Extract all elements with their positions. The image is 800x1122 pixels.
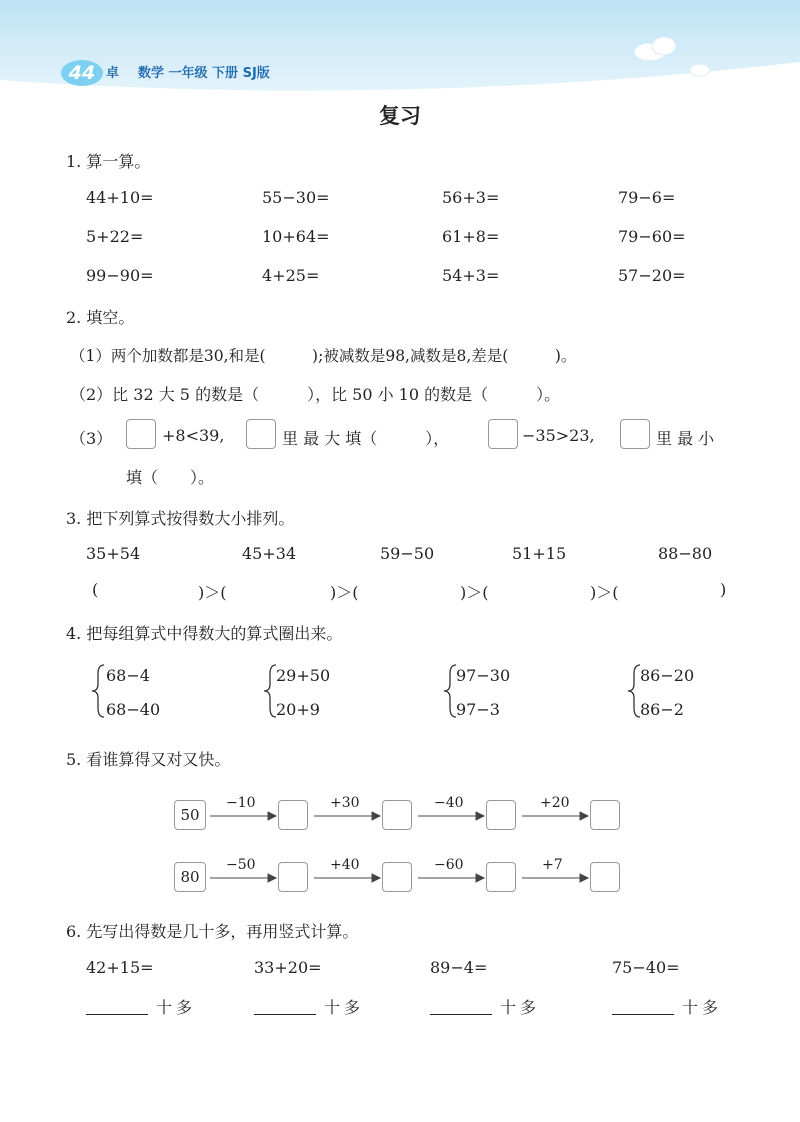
answer-blank[interactable] bbox=[86, 1014, 148, 1015]
brand-logo: 卓 bbox=[106, 66, 120, 81]
q1-item: 44+10= bbox=[86, 188, 154, 207]
q4-expr[interactable]: 97−3 bbox=[456, 700, 500, 719]
answer-blank[interactable] bbox=[430, 1014, 492, 1015]
q1-heading: 1. 算一算。 bbox=[66, 152, 151, 171]
answer-box[interactable] bbox=[590, 862, 620, 892]
q6-suffix: 十多 bbox=[324, 998, 365, 1017]
answer-box[interactable] bbox=[278, 800, 308, 830]
q2-line-3-b: 里 最 大 填（ ）， bbox=[282, 429, 450, 448]
q1-item: 61+8= bbox=[442, 227, 500, 246]
brace-icon bbox=[92, 665, 104, 717]
chain-op: +20 bbox=[540, 795, 570, 811]
q2-line-3-a: +8<39, bbox=[162, 426, 225, 445]
answer-box[interactable] bbox=[488, 419, 518, 449]
q6-item: 75−40= bbox=[612, 958, 680, 977]
page-number: 44 bbox=[68, 62, 96, 84]
answer-box[interactable] bbox=[382, 800, 412, 830]
answer-box[interactable] bbox=[620, 419, 650, 449]
q1-item: 4+25= bbox=[262, 266, 320, 285]
q1-item: 54+3= bbox=[442, 266, 500, 285]
chain-op: −40 bbox=[434, 795, 464, 811]
brace-icon bbox=[628, 665, 640, 717]
answer-box[interactable] bbox=[486, 800, 516, 830]
answer-box[interactable] bbox=[246, 419, 276, 449]
q6-suffix: 十多 bbox=[682, 998, 723, 1017]
chain-op: −50 bbox=[226, 857, 256, 873]
q1-item: 10+64= bbox=[262, 227, 330, 246]
q2-heading: 2. 填空。 bbox=[66, 308, 135, 327]
q3-item: 35+54 bbox=[86, 544, 141, 563]
q2-line-1: （1）两个加数都是30,和是( );被减数是98,减数是8,差是( )。 bbox=[70, 347, 577, 365]
q1-item: 79−6= bbox=[618, 188, 676, 207]
answer-box[interactable] bbox=[590, 800, 620, 830]
q2-line-3-c: −35>23, bbox=[522, 426, 595, 445]
q6-item: 33+20= bbox=[254, 958, 322, 977]
chain-op: −10 bbox=[226, 795, 256, 811]
q1-item: 55−30= bbox=[262, 188, 330, 207]
chain-op: −60 bbox=[434, 857, 464, 873]
book-title: 数学 一年级 下册 SJ版 bbox=[138, 66, 270, 81]
q3-order-sep: )＞( bbox=[330, 583, 359, 602]
q3-item: 88−80 bbox=[658, 544, 713, 563]
q3-order-sep: )＞( bbox=[460, 583, 489, 602]
q3-item: 59−50 bbox=[380, 544, 435, 563]
q4-expr[interactable]: 68−40 bbox=[106, 700, 161, 719]
chain-op: +40 bbox=[330, 857, 360, 873]
q2-line-3-prefix: （3） bbox=[70, 429, 113, 448]
q6-heading: 6. 先写出得数是几十多，再用竖式计算。 bbox=[66, 922, 359, 941]
answer-box[interactable] bbox=[382, 862, 412, 892]
q4-expr[interactable]: 97−30 bbox=[456, 666, 511, 685]
q3-order-sep: )＞( bbox=[590, 583, 619, 602]
q1-item: 57−20= bbox=[618, 266, 686, 285]
q4-expr[interactable]: 29+50 bbox=[276, 666, 331, 685]
q6-item: 89−4= bbox=[430, 958, 488, 977]
q2-line-4: 填（ ）。 bbox=[126, 468, 215, 487]
answer-box[interactable] bbox=[126, 419, 156, 449]
q1-item: 5+22= bbox=[86, 227, 144, 246]
q4-expr[interactable]: 20+9 bbox=[276, 700, 320, 719]
q3-order-paren: ( bbox=[92, 580, 99, 599]
q2-line-3-d: 里 最 小 bbox=[656, 429, 715, 448]
q1-item: 56+3= bbox=[442, 188, 500, 207]
brace-icon bbox=[264, 665, 276, 717]
q3-item: 51+15 bbox=[512, 544, 567, 563]
q2-line-2: （2）比 32 大 5 的数是（ ），比 50 小 10 的数是（ ）。 bbox=[70, 385, 561, 404]
q4-expr[interactable]: 68−4 bbox=[106, 666, 150, 685]
chain-op: +30 bbox=[330, 795, 360, 811]
q4-expr[interactable]: 86−2 bbox=[640, 700, 684, 719]
chain-start-box: 80 bbox=[174, 862, 206, 892]
answer-box[interactable] bbox=[278, 862, 308, 892]
q1-item: 99−90= bbox=[86, 266, 154, 285]
q1-item: 79−60= bbox=[618, 227, 686, 246]
q3-order-sep: )＞( bbox=[198, 583, 227, 602]
answer-blank[interactable] bbox=[612, 1014, 674, 1015]
q6-suffix: 十多 bbox=[156, 998, 197, 1017]
answer-box[interactable] bbox=[486, 862, 516, 892]
q4-heading: 4. 把每组算式中得数大的算式圈出来。 bbox=[66, 624, 343, 643]
brace-icon bbox=[444, 665, 456, 717]
q5-heading: 5. 看谁算得又对又快。 bbox=[66, 750, 231, 769]
page-title: 复习 bbox=[379, 104, 421, 128]
chain-start-box: 50 bbox=[174, 800, 206, 830]
chain-op: +7 bbox=[542, 857, 563, 873]
q3-heading: 3. 把下列算式按得数大小排列。 bbox=[66, 509, 295, 528]
answer-blank[interactable] bbox=[254, 1014, 316, 1015]
q6-item: 42+15= bbox=[86, 958, 154, 977]
header-banner bbox=[0, 0, 800, 100]
q4-expr[interactable]: 86−20 bbox=[640, 666, 695, 685]
q6-suffix: 十多 bbox=[500, 998, 541, 1017]
q3-item: 45+34 bbox=[242, 544, 297, 563]
q3-order-paren: ) bbox=[720, 580, 727, 599]
